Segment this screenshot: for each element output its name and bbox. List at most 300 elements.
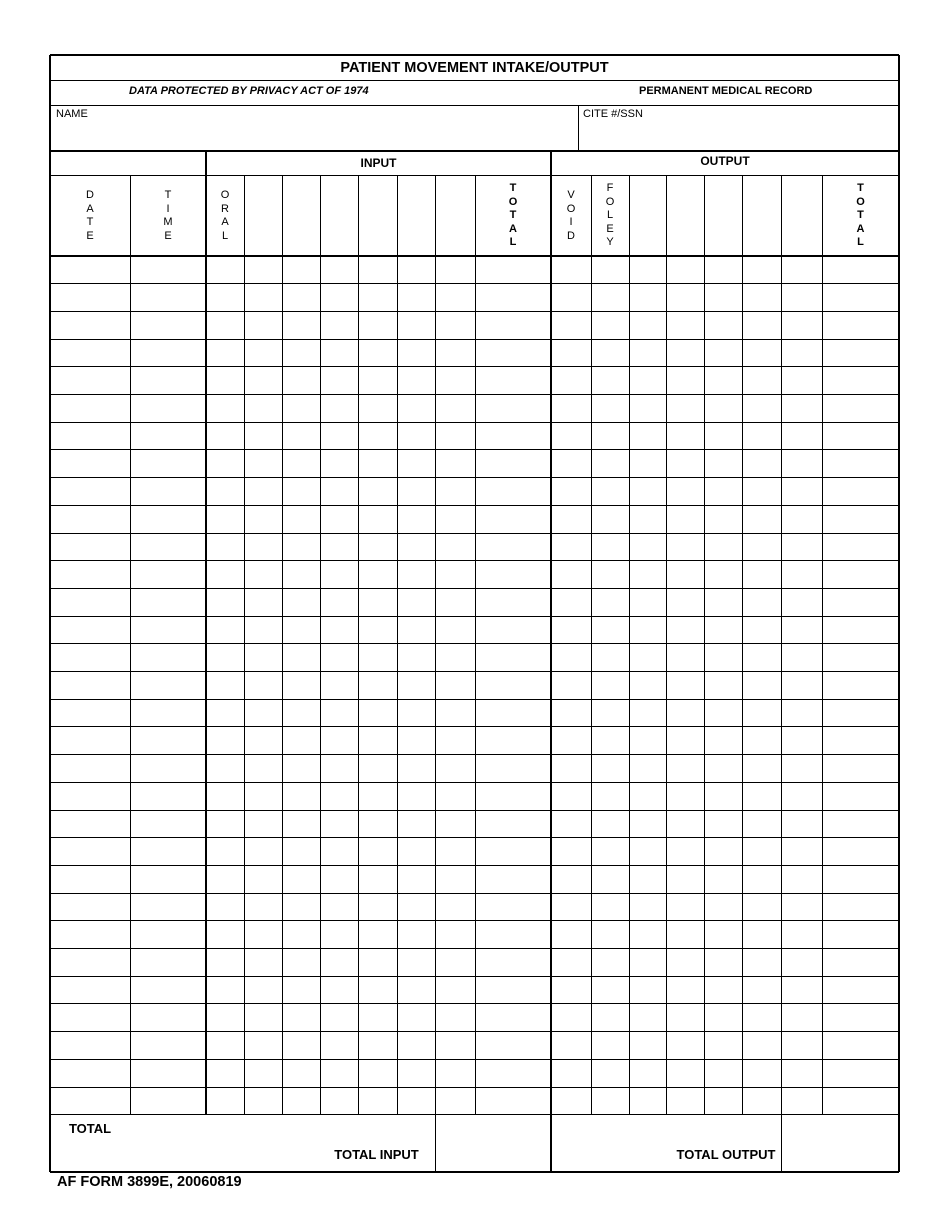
entry-cell[interactable] [436, 756, 474, 782]
entry-cell[interactable] [630, 340, 665, 366]
total-input-field[interactable] [436, 1116, 550, 1171]
entry-cell[interactable] [51, 783, 129, 809]
entry-cell[interactable] [667, 783, 703, 809]
entry-cell[interactable] [207, 562, 243, 588]
entry-cell[interactable] [592, 312, 628, 338]
entry-cell[interactable] [398, 257, 434, 283]
entry-cell[interactable] [207, 645, 243, 671]
entry-cell[interactable] [823, 257, 898, 283]
entry-cell[interactable] [283, 285, 319, 311]
entry-cell[interactable] [743, 645, 780, 671]
entry-cell[interactable] [476, 950, 550, 976]
entry-cell[interactable] [630, 617, 665, 643]
entry-cell[interactable] [283, 617, 319, 643]
entry-cell[interactable] [667, 728, 703, 754]
entry-cell[interactable] [51, 589, 129, 615]
entry-cell[interactable] [207, 257, 243, 283]
entry-cell[interactable] [131, 1088, 205, 1114]
entry-cell[interactable] [131, 451, 205, 477]
entry-cell[interactable] [630, 922, 665, 948]
entry-cell[interactable] [552, 922, 590, 948]
entry-cell[interactable] [823, 728, 898, 754]
entry-cell[interactable] [705, 756, 741, 782]
entry-cell[interactable] [743, 617, 780, 643]
entry-cell[interactable] [782, 534, 821, 560]
entry-cell[interactable] [207, 589, 243, 615]
entry-cell[interactable] [131, 977, 205, 1003]
entry-cell[interactable] [630, 285, 665, 311]
entry-cell[interactable] [436, 396, 474, 422]
entry-cell[interactable] [283, 700, 319, 726]
entry-cell[interactable] [782, 1088, 821, 1114]
entry-cell[interactable] [359, 1005, 396, 1031]
entry-cell[interactable] [436, 783, 474, 809]
entry-cell[interactable] [283, 950, 319, 976]
entry-cell[interactable] [131, 950, 205, 976]
entry-cell[interactable] [51, 396, 129, 422]
entry-cell[interactable] [131, 285, 205, 311]
entry-cell[interactable] [667, 950, 703, 976]
entry-cell[interactable] [705, 451, 741, 477]
entry-cell[interactable] [245, 396, 281, 422]
entry-cell[interactable] [321, 839, 357, 865]
entry-cell[interactable] [51, 894, 129, 920]
entry-cell[interactable] [283, 977, 319, 1003]
entry-cell[interactable] [359, 839, 396, 865]
entry-cell[interactable] [592, 645, 628, 671]
entry-cell[interactable] [667, 562, 703, 588]
entry-cell[interactable] [207, 1033, 243, 1059]
entry-cell[interactable] [552, 312, 590, 338]
entry-cell[interactable] [705, 617, 741, 643]
entry-cell[interactable] [131, 894, 205, 920]
entry-cell[interactable] [207, 534, 243, 560]
entry-cell[interactable] [51, 922, 129, 948]
entry-cell[interactable] [398, 700, 434, 726]
entry-cell[interactable] [592, 562, 628, 588]
entry-cell[interactable] [630, 977, 665, 1003]
entry-cell[interactable] [592, 534, 628, 560]
entry-cell[interactable] [283, 839, 319, 865]
entry-cell[interactable] [476, 257, 550, 283]
entry-cell[interactable] [782, 340, 821, 366]
entry-cell[interactable] [398, 977, 434, 1003]
entry-cell[interactable] [51, 1060, 129, 1086]
entry-cell[interactable] [476, 562, 550, 588]
entry-cell[interactable] [592, 1005, 628, 1031]
entry-cell[interactable] [245, 506, 281, 532]
entry-cell[interactable] [398, 950, 434, 976]
entry-cell[interactable] [321, 950, 357, 976]
entry-cell[interactable] [823, 922, 898, 948]
entry-cell[interactable] [705, 811, 741, 837]
entry-cell[interactable] [782, 423, 821, 449]
entry-cell[interactable] [436, 617, 474, 643]
entry-cell[interactable] [552, 645, 590, 671]
entry-cell[interactable] [283, 396, 319, 422]
entry-cell[interactable] [131, 368, 205, 394]
entry-cell[interactable] [630, 534, 665, 560]
entry-cell[interactable] [321, 340, 357, 366]
entry-cell[interactable] [705, 423, 741, 449]
entry-cell[interactable] [667, 534, 703, 560]
entry-cell[interactable] [51, 451, 129, 477]
entry-cell[interactable] [398, 839, 434, 865]
entry-cell[interactable] [207, 783, 243, 809]
entry-cell[interactable] [436, 423, 474, 449]
entry-cell[interactable] [207, 1088, 243, 1114]
entry-cell[interactable] [207, 396, 243, 422]
entry-cell[interactable] [823, 479, 898, 505]
entry-cell[interactable] [51, 562, 129, 588]
entry-cell[interactable] [782, 506, 821, 532]
entry-cell[interactable] [476, 479, 550, 505]
entry-cell[interactable] [51, 479, 129, 505]
entry-cell[interactable] [705, 1060, 741, 1086]
entry-cell[interactable] [476, 756, 550, 782]
entry-cell[interactable] [131, 922, 205, 948]
entry-cell[interactable] [207, 340, 243, 366]
entry-cell[interactable] [436, 312, 474, 338]
entry-cell[interactable] [782, 783, 821, 809]
entry-cell[interactable] [131, 700, 205, 726]
entry-cell[interactable] [592, 1060, 628, 1086]
entry-cell[interactable] [823, 756, 898, 782]
entry-cell[interactable] [592, 950, 628, 976]
entry-cell[interactable] [476, 783, 550, 809]
entry-cell[interactable] [436, 922, 474, 948]
entry-cell[interactable] [398, 617, 434, 643]
entry-cell[interactable] [359, 922, 396, 948]
entry-cell[interactable] [436, 866, 474, 892]
entry-cell[interactable] [207, 922, 243, 948]
entry-cell[interactable] [207, 950, 243, 976]
entry-cell[interactable] [705, 728, 741, 754]
entry-cell[interactable] [245, 700, 281, 726]
entry-cell[interactable] [245, 728, 281, 754]
entry-cell[interactable] [321, 534, 357, 560]
entry-cell[interactable] [321, 451, 357, 477]
total-output-field[interactable] [782, 1116, 898, 1171]
entry-cell[interactable] [552, 977, 590, 1003]
entry-cell[interactable] [667, 506, 703, 532]
entry-cell[interactable] [743, 396, 780, 422]
entry-cell[interactable] [823, 1005, 898, 1031]
entry-cell[interactable] [476, 839, 550, 865]
entry-cell[interactable] [667, 285, 703, 311]
entry-cell[interactable] [552, 673, 590, 699]
entry-cell[interactable] [630, 645, 665, 671]
entry-cell[interactable] [782, 728, 821, 754]
entry-cell[interactable] [592, 728, 628, 754]
entry-cell[interactable] [245, 950, 281, 976]
entry-cell[interactable] [283, 534, 319, 560]
entry-cell[interactable] [705, 922, 741, 948]
entry-cell[interactable] [630, 423, 665, 449]
entry-cell[interactable] [398, 866, 434, 892]
entry-cell[interactable] [51, 534, 129, 560]
entry-cell[interactable] [131, 396, 205, 422]
entry-cell[interactable] [705, 866, 741, 892]
entry-cell[interactable] [552, 728, 590, 754]
entry-cell[interactable] [782, 1033, 821, 1059]
entry-cell[interactable] [283, 340, 319, 366]
entry-cell[interactable] [592, 839, 628, 865]
entry-cell[interactable] [398, 811, 434, 837]
entry-cell[interactable] [321, 894, 357, 920]
entry-cell[interactable] [283, 562, 319, 588]
entry-cell[interactable] [823, 534, 898, 560]
entry-cell[interactable] [743, 562, 780, 588]
entry-cell[interactable] [283, 257, 319, 283]
entry-cell[interactable] [283, 1088, 319, 1114]
entry-cell[interactable] [245, 1088, 281, 1114]
entry-cell[interactable] [743, 839, 780, 865]
entry-cell[interactable] [283, 922, 319, 948]
entry-cell[interactable] [667, 396, 703, 422]
entry-cell[interactable] [782, 451, 821, 477]
entry-cell[interactable] [630, 368, 665, 394]
entry-cell[interactable] [245, 977, 281, 1003]
entry-cell[interactable] [283, 894, 319, 920]
entry-cell[interactable] [782, 479, 821, 505]
entry-cell[interactable] [552, 1033, 590, 1059]
entry-cell[interactable] [630, 1005, 665, 1031]
entry-cell[interactable] [823, 617, 898, 643]
entry-cell[interactable] [321, 1088, 357, 1114]
entry-cell[interactable] [321, 506, 357, 532]
entry-cell[interactable] [359, 451, 396, 477]
entry-cell[interactable] [476, 1005, 550, 1031]
entry-cell[interactable] [436, 479, 474, 505]
entry-cell[interactable] [552, 756, 590, 782]
entry-cell[interactable] [51, 839, 129, 865]
entry-cell[interactable] [743, 894, 780, 920]
entry-cell[interactable] [782, 894, 821, 920]
entry-cell[interactable] [51, 506, 129, 532]
entry-cell[interactable] [782, 1005, 821, 1031]
entry-cell[interactable] [823, 894, 898, 920]
entry-cell[interactable] [245, 783, 281, 809]
entry-cell[interactable] [398, 756, 434, 782]
entry-cell[interactable] [592, 285, 628, 311]
entry-cell[interactable] [552, 562, 590, 588]
entry-cell[interactable] [476, 673, 550, 699]
entry-cell[interactable] [321, 617, 357, 643]
entry-cell[interactable] [436, 1033, 474, 1059]
entry-cell[interactable] [743, 728, 780, 754]
entry-cell[interactable] [667, 617, 703, 643]
entry-cell[interactable] [476, 922, 550, 948]
entry-cell[interactable] [667, 368, 703, 394]
entry-cell[interactable] [245, 285, 281, 311]
entry-cell[interactable] [630, 312, 665, 338]
entry-cell[interactable] [667, 839, 703, 865]
entry-cell[interactable] [436, 700, 474, 726]
entry-cell[interactable] [705, 589, 741, 615]
entry-cell[interactable] [398, 589, 434, 615]
entry-cell[interactable] [743, 922, 780, 948]
entry-cell[interactable] [630, 894, 665, 920]
entry-cell[interactable] [131, 673, 205, 699]
entry-cell[interactable] [359, 340, 396, 366]
entry-cell[interactable] [321, 285, 357, 311]
entry-cell[interactable] [398, 645, 434, 671]
entry-cell[interactable] [51, 1033, 129, 1059]
entry-cell[interactable] [436, 645, 474, 671]
entry-cell[interactable] [667, 451, 703, 477]
entry-cell[interactable] [207, 506, 243, 532]
entry-cell[interactable] [245, 1005, 281, 1031]
entry-cell[interactable] [667, 811, 703, 837]
entry-cell[interactable] [592, 257, 628, 283]
entry-cell[interactable] [592, 423, 628, 449]
entry-cell[interactable] [705, 700, 741, 726]
entry-cell[interactable] [667, 1088, 703, 1114]
entry-cell[interactable] [823, 589, 898, 615]
entry-cell[interactable] [207, 977, 243, 1003]
entry-cell[interactable] [630, 700, 665, 726]
entry-cell[interactable] [321, 423, 357, 449]
entry-cell[interactable] [321, 589, 357, 615]
entry-cell[interactable] [359, 1088, 396, 1114]
entry-cell[interactable] [705, 839, 741, 865]
entry-cell[interactable] [476, 423, 550, 449]
entry-cell[interactable] [283, 423, 319, 449]
entry-cell[interactable] [245, 312, 281, 338]
entry-cell[interactable] [398, 340, 434, 366]
entry-cell[interactable] [359, 617, 396, 643]
entry-cell[interactable] [552, 866, 590, 892]
entry-cell[interactable] [476, 1033, 550, 1059]
entry-cell[interactable] [743, 700, 780, 726]
entry-cell[interactable] [245, 451, 281, 477]
entry-cell[interactable] [630, 728, 665, 754]
entry-cell[interactable] [245, 673, 281, 699]
entry-cell[interactable] [283, 673, 319, 699]
entry-cell[interactable] [630, 783, 665, 809]
entry-cell[interactable] [592, 396, 628, 422]
entry-cell[interactable] [245, 589, 281, 615]
entry-cell[interactable] [552, 700, 590, 726]
entry-cell[interactable] [782, 700, 821, 726]
entry-cell[interactable] [398, 1088, 434, 1114]
entry-cell[interactable] [51, 977, 129, 1003]
entry-cell[interactable] [667, 1005, 703, 1031]
entry-cell[interactable] [476, 700, 550, 726]
entry-cell[interactable] [51, 617, 129, 643]
entry-cell[interactable] [131, 1060, 205, 1086]
entry-cell[interactable] [283, 645, 319, 671]
entry-cell[interactable] [630, 673, 665, 699]
entry-cell[interactable] [131, 562, 205, 588]
entry-cell[interactable] [359, 728, 396, 754]
entry-cell[interactable] [782, 285, 821, 311]
entry-cell[interactable] [592, 756, 628, 782]
entry-cell[interactable] [321, 312, 357, 338]
entry-cell[interactable] [705, 257, 741, 283]
entry-cell[interactable] [359, 950, 396, 976]
entry-cell[interactable] [51, 673, 129, 699]
entry-cell[interactable] [321, 756, 357, 782]
entry-cell[interactable] [131, 506, 205, 532]
entry-cell[interactable] [705, 562, 741, 588]
entry-cell[interactable] [207, 285, 243, 311]
entry-cell[interactable] [398, 1005, 434, 1031]
entry-cell[interactable] [705, 1005, 741, 1031]
entry-cell[interactable] [476, 534, 550, 560]
entry-cell[interactable] [823, 562, 898, 588]
entry-cell[interactable] [436, 673, 474, 699]
entry-cell[interactable] [782, 645, 821, 671]
entry-cell[interactable] [245, 839, 281, 865]
entry-cell[interactable] [743, 950, 780, 976]
entry-cell[interactable] [321, 673, 357, 699]
entry-cell[interactable] [398, 922, 434, 948]
entry-cell[interactable] [131, 423, 205, 449]
entry-cell[interactable] [283, 1005, 319, 1031]
entry-cell[interactable] [207, 451, 243, 477]
entry-cell[interactable] [131, 534, 205, 560]
entry-cell[interactable] [436, 1005, 474, 1031]
entry-cell[interactable] [743, 534, 780, 560]
entry-cell[interactable] [743, 1088, 780, 1114]
entry-cell[interactable] [823, 950, 898, 976]
entry-cell[interactable] [321, 700, 357, 726]
entry-cell[interactable] [398, 506, 434, 532]
entry-cell[interactable] [359, 673, 396, 699]
entry-cell[interactable] [630, 506, 665, 532]
entry-cell[interactable] [359, 1033, 396, 1059]
entry-cell[interactable] [283, 1060, 319, 1086]
entry-cell[interactable] [359, 562, 396, 588]
entry-cell[interactable] [321, 922, 357, 948]
entry-cell[interactable] [283, 368, 319, 394]
entry-cell[interactable] [743, 1005, 780, 1031]
entry-cell[interactable] [359, 534, 396, 560]
entry-cell[interactable] [630, 479, 665, 505]
entry-cell[interactable] [436, 589, 474, 615]
entry-cell[interactable] [552, 423, 590, 449]
entry-cell[interactable] [245, 756, 281, 782]
entry-cell[interactable] [436, 285, 474, 311]
entry-cell[interactable] [131, 839, 205, 865]
entry-cell[interactable] [743, 257, 780, 283]
entry-cell[interactable] [782, 673, 821, 699]
entry-cell[interactable] [207, 423, 243, 449]
entry-cell[interactable] [552, 839, 590, 865]
entry-cell[interactable] [51, 756, 129, 782]
entry-cell[interactable] [667, 673, 703, 699]
entry-cell[interactable] [630, 451, 665, 477]
entry-cell[interactable] [823, 423, 898, 449]
entry-cell[interactable] [552, 950, 590, 976]
entry-cell[interactable] [592, 1088, 628, 1114]
entry-cell[interactable] [823, 839, 898, 865]
entry-cell[interactable] [630, 589, 665, 615]
entry-cell[interactable] [667, 866, 703, 892]
entry-cell[interactable] [51, 312, 129, 338]
entry-cell[interactable] [283, 756, 319, 782]
entry-cell[interactable] [398, 451, 434, 477]
entry-cell[interactable] [667, 1060, 703, 1086]
entry-cell[interactable] [552, 894, 590, 920]
entry-cell[interactable] [782, 811, 821, 837]
entry-cell[interactable] [51, 645, 129, 671]
entry-cell[interactable] [630, 811, 665, 837]
entry-cell[interactable] [131, 811, 205, 837]
entry-cell[interactable] [667, 977, 703, 1003]
